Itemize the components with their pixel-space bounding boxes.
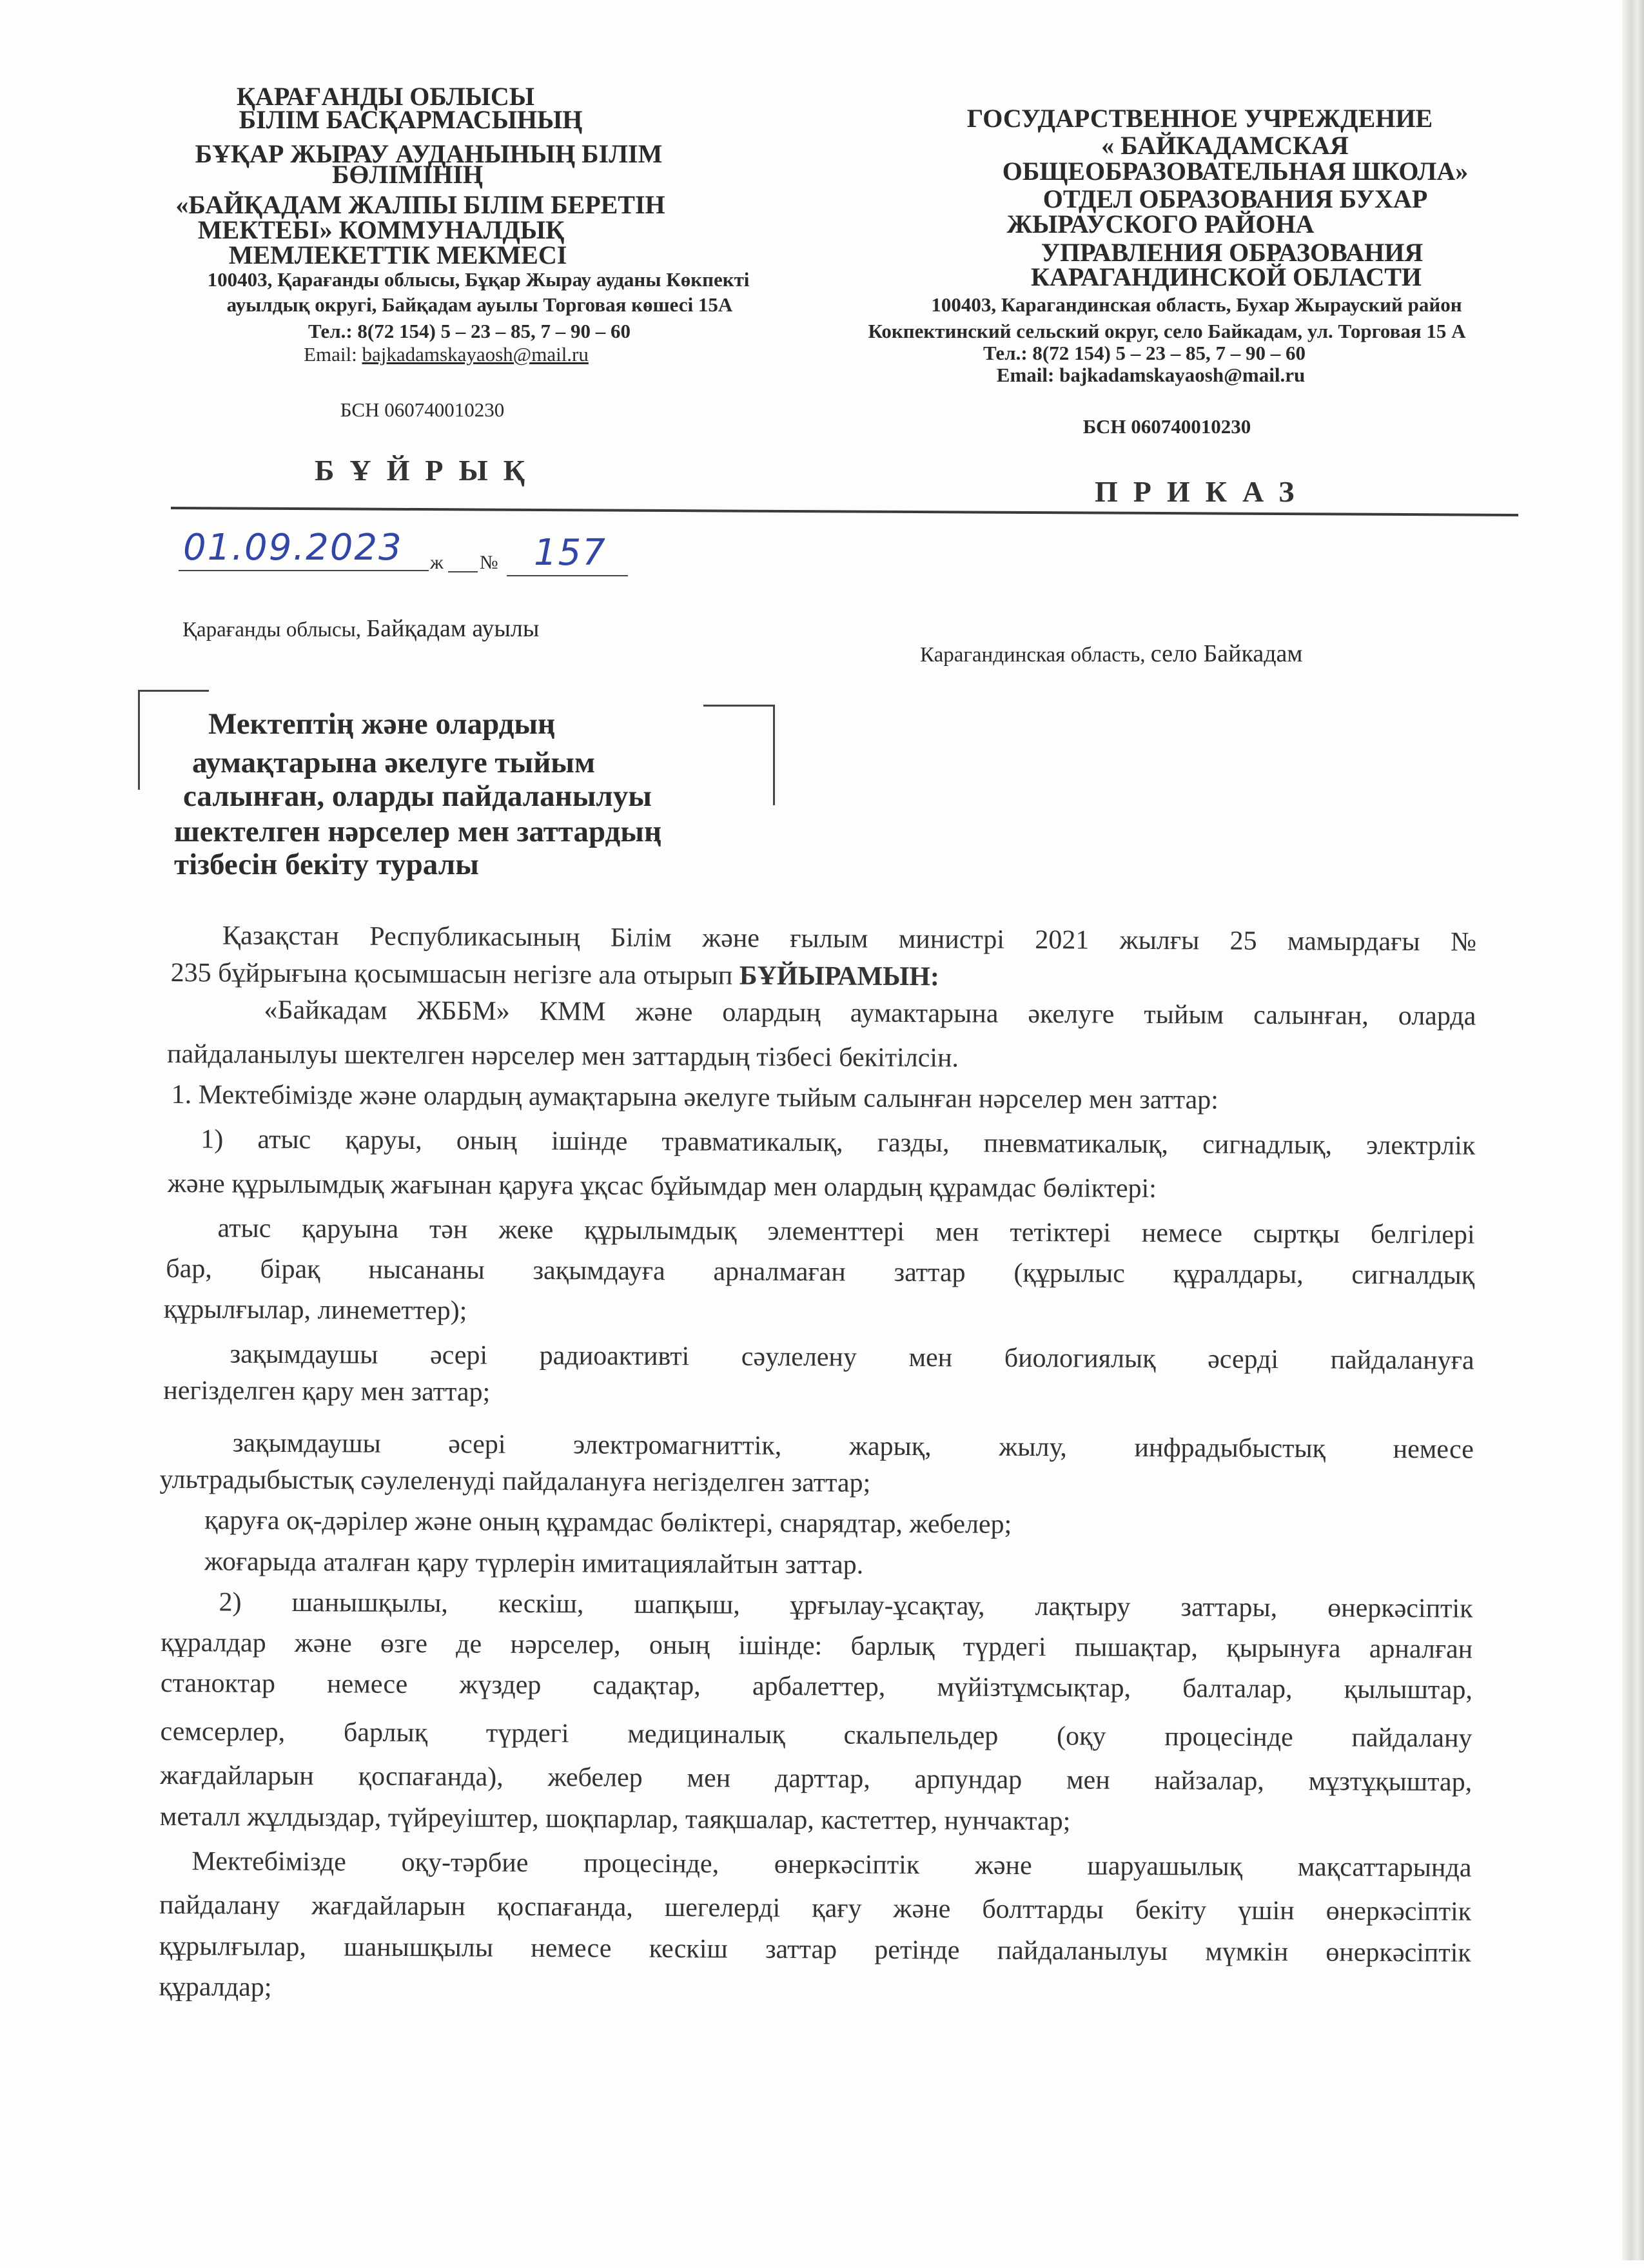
body-line: 1. Мектебімізде және олардың аумақтарына әкелуге тыйым салынған нәрселер мен заттар:: [171, 1080, 1219, 1115]
body-line: қаруға оқ-дәрілер және оның құрамдас бөліктері, снарядтар, жебелер;: [204, 1505, 1012, 1540]
body-line: құрылғылар, линеметтер);: [163, 1294, 467, 1326]
header-left-line: БІЛІМ БАСҚАРМАСЫНЫҢ: [239, 105, 583, 134]
header-right-bin: БСН 060740010230: [1082, 415, 1251, 438]
header-right-line: ОБЩЕОБРАЗОВАТЕЛЬНАЯ ШКОЛА»: [1002, 157, 1469, 186]
header-right-email: Email: bajkadamskayaosh@mail.ru: [996, 364, 1306, 386]
order-number: 157: [534, 532, 607, 574]
title-line: Мектептің және олардың: [208, 707, 556, 741]
header-left-bin: БСН 060740010230: [340, 398, 505, 421]
body-line: зақымдаушы әсері электромагниттік, жарық, жылу, инфрадыбыстық немесе: [232, 1428, 1474, 1465]
header-left-line: БҰҚАР ЖЫРАУ АУДАНЫНЫҢ БІЛІМ: [195, 139, 663, 168]
location-right-region: Карагандинская область,: [920, 643, 1146, 667]
header-right-line: КАРАГАНДИНСКОЙ ОБЛАСТИ: [1031, 262, 1422, 291]
body-line: семсерлер, барлық түрдегі медициналық скальпельдер (оқу процесінде пайдалану: [160, 1716, 1473, 1754]
header-left-line: БӨЛІМІНІҢ: [331, 160, 484, 189]
body-line-text: 235 бұйрығына қосымшасын негізге ала отырып: [170, 958, 739, 991]
body-line: құралдар;: [159, 1971, 272, 2002]
body-line: жоғарыда аталған қару түрлерін имитациялайтын заттар.: [204, 1547, 864, 1580]
body-line: жағдайларын қоспағанда), жебелер мен дарттар, арпундар мен найзалар, мұзтұқыштар,: [160, 1760, 1473, 1797]
body-line: пайдаланылуы шектелген нәрселер мен заттардың тізбесі бекітілсін.: [166, 1039, 959, 1073]
header-left-address: 100403, Қарағанды облысы, Бұқар Жырау ауданы Көкпекті: [207, 268, 750, 291]
header-right-line: ГОСУДАРСТВЕННОЕ УЧРЕЖДЕНИЕ: [966, 104, 1433, 133]
body-line: бар, бірақ нысананы зақымдауға арналмаған заттар (құрылыс құралдары, сигналдық: [166, 1253, 1475, 1291]
location-left-village: Байқадам ауылы: [366, 615, 540, 642]
header-left-line: МЕКТЕБІ» КОММУНАЛДЫҚ: [197, 215, 565, 244]
body-line: «Байкадам ЖББМ» КММ және олардың аумактарына әкелуге тыйым салынған, оларда: [264, 995, 1476, 1031]
body-line: ультрадыбыстық сәулеленуді пайдалануға негізделген заттар;: [159, 1464, 871, 1498]
year-suffix: ж: [430, 552, 444, 573]
title-line: шектелген нәрселер мен заттардың: [174, 815, 662, 848]
body-line: атыс қаруына тән жеке құрылымдық элементтері мен тетіктері немесе сыртқы белгілері: [217, 1213, 1475, 1250]
header-left-address: ауылдық округі, Байқадам ауылы Торговая көшесі 15А: [226, 293, 733, 316]
header-left-phone: Тел.: 8(72 154) 5 – 23 – 85, 7 – 90 – 60: [308, 320, 631, 342]
header-left-line: МЕМЛЕКЕТТІК МЕКМЕСІ: [228, 240, 567, 269]
title-line: тізбесін бекіту туралы: [174, 848, 479, 881]
header-right-phone: Тел.: 8(72 154) 5 – 23 – 85, 7 – 90 – 60: [983, 342, 1306, 364]
body-line: станоктар немесе жүздер садақтар, арбалеттер, мүйізтұмсықтар, балталар, қылыштар,: [160, 1668, 1473, 1705]
header-right-line: УПРАВЛЕНИЯ ОБРАЗОВАНИЯ: [1041, 238, 1424, 267]
header-right-line: ЖЫРАУСКОГО РАЙОНА: [1006, 210, 1315, 239]
header-right-line: « БАЙКАДАМСКАЯ: [1101, 131, 1349, 160]
header-left-line: ҚАРАҒАНДЫ ОБЛЫСЫ: [236, 82, 535, 111]
doc-type-ru: ПРИКАЗ: [1095, 475, 1310, 508]
order-word: БҰЙЫРАМЫН:: [739, 961, 940, 992]
body-line: металл жұлдыздар, түйреуіштер, шоқпарлар, таяқшалар, кастеттер, нунчактар;: [159, 1801, 1071, 1837]
body-line: [171, 959, 939, 990]
body-line: 2) шанышқылы, кескіш, шапқыш, ұрғылау-ұсақтау, лақтыру заттары, өнеркәсіптік: [219, 1587, 1473, 1624]
body-line: Қазақстан Республикасының Білім және ғылым министрі 2021 жылғы 25 мамырдағы №: [222, 921, 1477, 957]
body-line: зақымдаушы әсері радиоактивті сәулелену мен биологиялық әсерді пайдалануға: [230, 1339, 1474, 1376]
header-left-line: «БАЙҚАДАМ ЖАЛПЫ БІЛІМ БЕРЕТІН: [175, 190, 665, 219]
title-line: аумақтарына әкелуге тыйым: [192, 746, 595, 779]
location-left-region: Қарағанды облысы,: [182, 618, 362, 641]
location-right-village: село Байкадам: [1150, 640, 1303, 667]
header-right-address: Кокпектинский сельский округ, село Байкадам, ул. Торговая 15 А: [868, 320, 1466, 342]
order-date: 01.09.2023: [183, 527, 403, 569]
body-line: құралдар және өзге де нәрселер, оның ішінде: барлық түрдегі пышақтар, қырынуға арналған: [161, 1627, 1473, 1665]
header-right-address: 100403, Карагандинская область, Бухар Жырауский район: [931, 293, 1462, 316]
body-line: 1) атыс қаруы, оның ішінде травматикалық, газды, пневматикалық, сигнадлық, электрлік: [201, 1124, 1476, 1161]
number-sign: №: [480, 552, 498, 573]
doc-type-kk: БҰЙРЫҚ: [315, 454, 541, 487]
title-line: салынған, оларды пайдаланылуы: [183, 779, 652, 813]
email-link[interactable]: bajkadamskayaosh@mail.ru: [362, 343, 589, 366]
body-line: пайдалану жағдайларын қоспағанда, шегелерді қағу және болттарды бекіту үшін өнеркәсіптік: [159, 1890, 1472, 1927]
header-right-line: ОТДЕЛ ОБРАЗОВАНИЯ БУХАР: [1042, 184, 1428, 213]
body-line: Мектебімізде оқу-тәрбие процесінде, өнеркәсіптік және шаруашылық мақсаттарында: [191, 1846, 1472, 1883]
body-line: және құрылымдық жағынан қаруға ұқсас бұйымдар мен олардың құрамдас бөліктері:: [167, 1169, 1157, 1204]
email-label: Email:: [304, 343, 362, 366]
body-line: құрылғылар, шанышқылы немесе кескіш заттар ретінде пайдаланылуы мүмкін өнеркәсіптік: [159, 1931, 1471, 1968]
body-line: негізделген қару мен заттар;: [163, 1375, 491, 1407]
